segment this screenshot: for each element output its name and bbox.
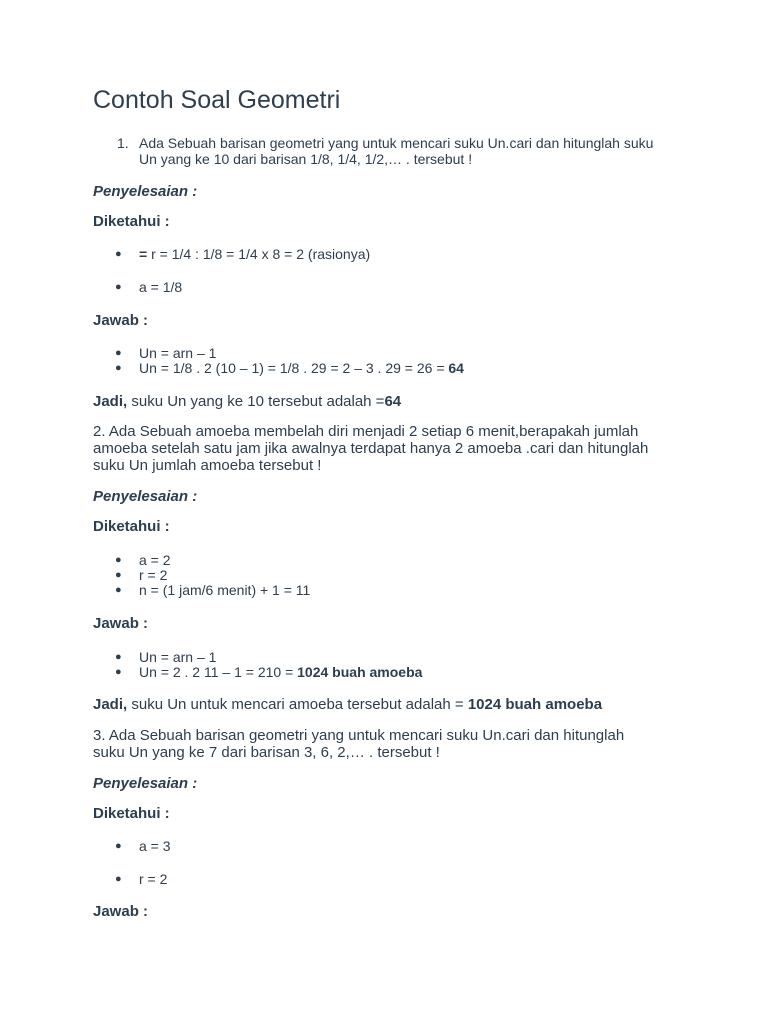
problem-2-diketahui-heading: Diketahui :: [93, 518, 170, 535]
problem-3-known-item: a = 3: [139, 838, 171, 854]
problem-2-answer-line: Un = 2 . 2 11 – 1 = 210 = 1024 buah amoeba: [139, 664, 423, 680]
problem-1-answer-line: Un = arn – 1: [139, 345, 217, 361]
problem-2-penyelesaian-heading: Penyelesaian :: [93, 488, 198, 505]
problem-3-diketahui-heading: Diketahui :: [93, 805, 170, 822]
problem-2-answer-line: Un = arn – 1: [139, 649, 217, 665]
problem-1-known-item: a = 1/8: [139, 279, 183, 295]
problem-1-known-item: = r = 1/4 : 1/8 = 1/4 x 8 = 2 (rasionya): [139, 246, 371, 262]
problem-2-line-3: suku Un jumlah amoeba tersebut !: [93, 457, 322, 474]
bullet-icon: ●: [115, 347, 122, 359]
problem-2-line-1: 2. Ada Sebuah amoeba membelah diri menjadi 2 setiap 6 menit,berapakah jumlah: [93, 423, 639, 440]
problem-1-line-1: Ada Sebuah barisan geometri yang untuk mencari suku Un.cari dan hitunglah suku: [139, 135, 654, 151]
problem-1-line-2: Un yang ke 10 dari barisan 1/8, 1/4, 1/2,… . tersebut !: [139, 151, 473, 167]
problem-1-answer-line: Un = 1/8 . 2 (10 – 1) = 1/8 . 29 = 2 – 3 . 29 = 26 = 64: [139, 360, 464, 376]
bullet-icon: ●: [115, 840, 122, 852]
problem-3-known-item: r = 2: [139, 871, 168, 887]
bullet-icon: ●: [115, 666, 122, 678]
bullet-icon: ●: [115, 554, 122, 566]
problem-1-conclusion: Jadi, suku Un yang ke 10 tersebut adalah =64: [93, 393, 402, 410]
problem-3-penyelesaian-heading: Penyelesaian :: [93, 775, 198, 792]
bullet-icon: ●: [115, 248, 122, 260]
problem-3-line-1: 3. Ada Sebuah barisan geometri yang untuk mencari suku Un.cari dan hitunglah: [93, 727, 625, 744]
bullet-icon: ●: [115, 651, 122, 663]
bullet-icon: ●: [115, 281, 122, 293]
problem-1-jawab-heading: Jawab :: [93, 312, 149, 329]
problem-1-number: 1.: [117, 135, 129, 151]
bullet-icon: ●: [115, 584, 122, 596]
problem-3-line-2: suku Un yang ke 7 dari barisan 3, 6, 2,… . tersebut !: [93, 744, 440, 761]
problem-1-diketahui-heading: Diketahui :: [93, 213, 170, 230]
problem-3-jawab-heading: Jawab :: [93, 903, 149, 920]
bullet-icon: ●: [115, 873, 122, 885]
bullet-icon: ●: [115, 362, 122, 374]
problem-2-jawab-heading: Jawab :: [93, 615, 149, 632]
bullet-icon: ●: [115, 569, 122, 581]
page-title: Contoh Soal Geometri: [93, 86, 341, 114]
problem-2-known-item: n = (1 jam/6 menit) + 1 = 11: [139, 582, 311, 598]
problem-2-line-2: amoeba setelah satu jam jika awalnya terdapat hanya 2 amoeba .cari dan hitunglah: [93, 440, 649, 457]
problem-1-penyelesaian-heading: Penyelesaian :: [93, 183, 198, 200]
problem-2-known-item: a = 2: [139, 552, 171, 568]
problem-2-conclusion: Jadi, suku Un untuk mencari amoeba tersebut adalah = 1024 buah amoeba: [93, 696, 603, 713]
problem-2-known-item: r = 2: [139, 567, 168, 583]
